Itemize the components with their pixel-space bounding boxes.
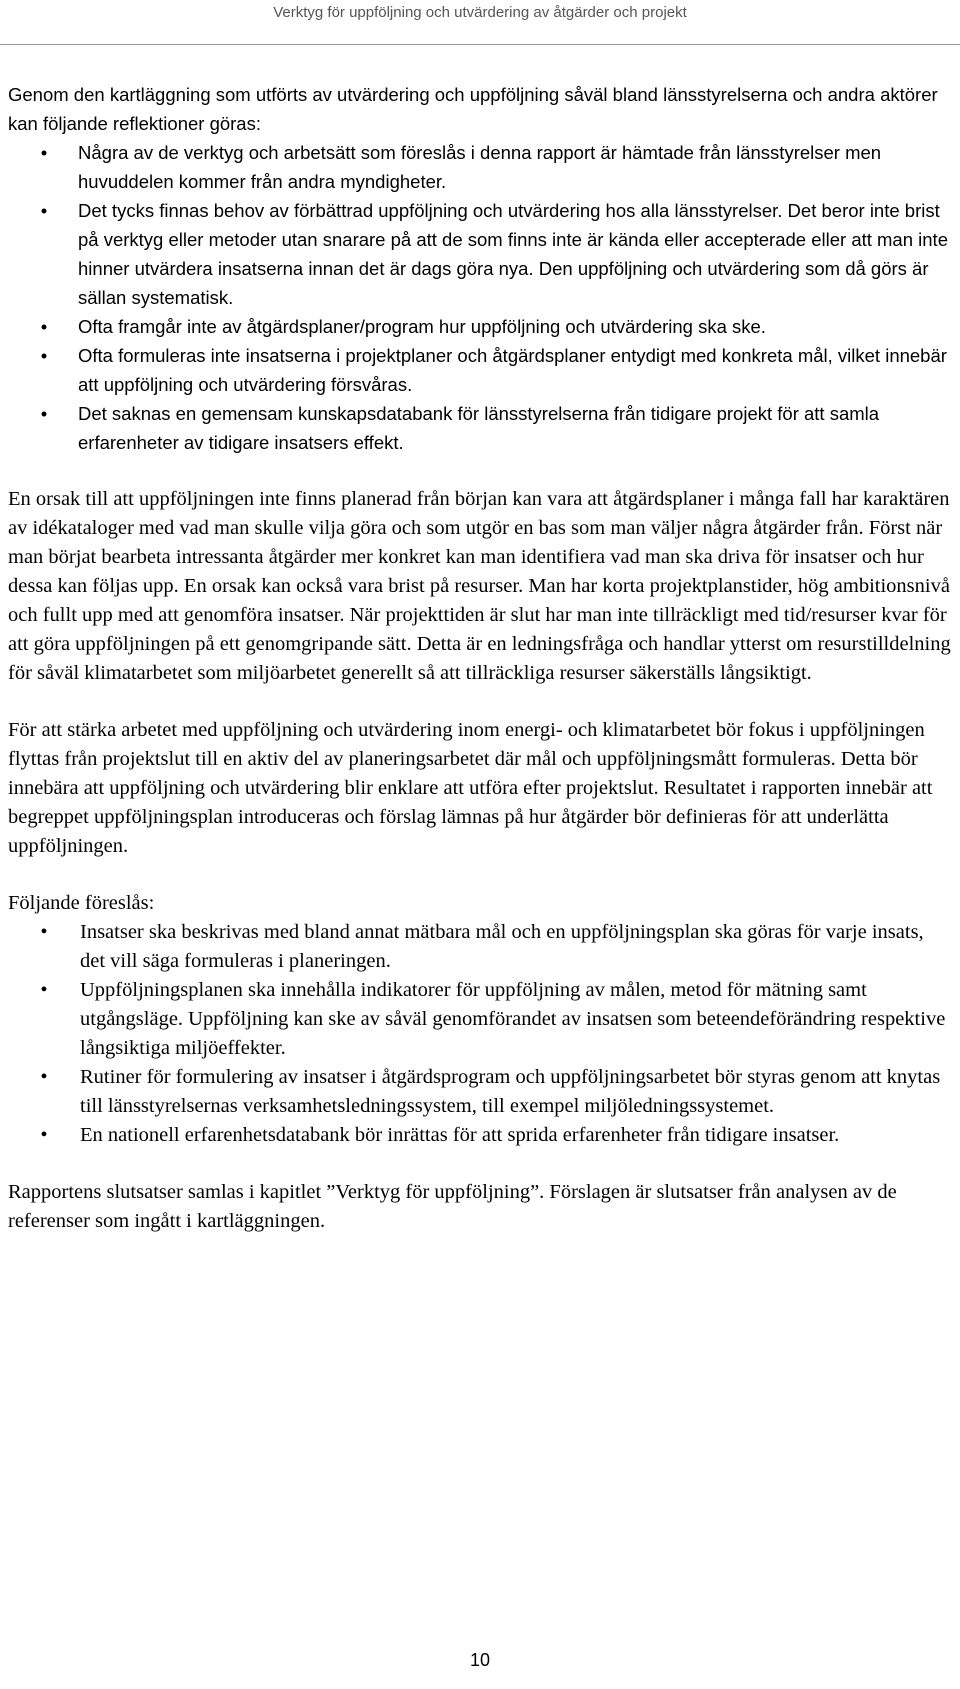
list-item-text: Rutiner för formulering av insatser i åtgärdsprogram och uppföljningsarbetet bör styras genom att knytas till länsstyrelsernas verksamhetsledningssystem, till exempel miljöledningssystemet.: [80, 1066, 941, 1117]
body-text: [8, 80, 953, 1236]
bullet-icon: •: [40, 200, 48, 221]
proposals-list: [8, 918, 953, 1150]
reflections-list: [8, 138, 953, 457]
bullet-icon: •: [40, 403, 48, 424]
conclusion-paragraph: Rapportens slutsatser samlas i kapitlet ”Verktyg för uppföljning”. Förslagen är slutsatser från analysen av de referenser som ingått i kartläggningen.: [8, 1181, 897, 1232]
list-item: [8, 976, 953, 1063]
bullet-icon: •: [40, 345, 48, 366]
list-item-text: En nationell erfarenhetsdatabank bör inrättas för att sprida erfarenheter från tidigare insatser.: [80, 1124, 840, 1146]
bullet-icon: •: [40, 316, 48, 337]
list-item-text: Insatser ska beskrivas med bland annat mätbara mål och en uppföljningsplan ska göras för varje insats, det vill säga formuleras i planeringen.: [80, 921, 924, 972]
list-item-text: Några av de verktyg och arbetsätt som föreslås i denna rapport är hämtade från länsstyrelser men huvuddelen kommer från andra myndigheter.: [78, 142, 882, 192]
paragraph-strengthen: För att stärka arbetet med uppföljning och utvärdering inom energi- och klimatarbetet bör fokus i uppföljningen flyttas från projektslut till en aktiv del av planeringsarbetet där mål och uppföljningsmått formuleras. Detta bör innebära att uppföljning och utvärdering blir enklare att utföra efter projektslut. Resultatet i rapporten innebär att begreppet uppföljningsplan introduceras och förslag lämnas på hur åtgärder bör definieras för att underlätta uppföljningen.: [8, 719, 933, 857]
list-item: [8, 196, 953, 312]
list-item-text: Det saknas en gemensam kunskapsdatabank för länsstyrelserna från tidigare projekt för att samla erfarenheter av tidigare insatsers effekt.: [78, 403, 880, 453]
bullet-icon: •: [40, 979, 48, 1001]
list-item: [8, 399, 953, 457]
bullet-icon: •: [40, 1124, 48, 1146]
list-item-text: Det tycks finnas behov av förbättrad uppföljning och utvärdering hos alla länsstyrelser. Det beror inte brist på verktyg eller metoder utan snarare på att de som finns inte är kända eller accepterade eller att man inte hinner utvärdera insatserna innan det är dags göra nya. Den uppföljning och utvärdering som då görs är sällan systematisk.: [78, 200, 948, 308]
list-item: [8, 918, 953, 976]
bullet-icon: •: [40, 921, 48, 943]
header-divider: [0, 44, 960, 45]
list-item-text: Uppföljningsplanen ska innehålla indikatorer för uppföljning av målen, metod för mätning samt utgångsläge. Uppföljning kan ske av såväl genomförandet av insatsen som beteendeförändring respektive långsiktiga miljöeffekter.: [80, 979, 946, 1059]
list-item: [8, 138, 953, 196]
list-item-text: Ofta framgår inte av åtgärdsplaner/program hur uppföljning och utvärdering ska ske.: [78, 316, 766, 337]
bullet-icon: •: [40, 1066, 48, 1088]
paragraph-resources: En orsak till att uppföljningen inte finns planerad från början kan vara att åtgärdsplaner i många fall har karaktären av idékataloger med vad man skulle vilja göra och som utgör en bas som man väljer några åtgärder från. Först när man börjat bearbeta intressanta åtgärder mer konkret kan man identifiera vad man ska driva för insatser och hur dessa kan följas upp. En orsak kan också vara brist på resurser. Man har korta projektplanstider, hög ambitionsnivå och fullt upp med att genomföra insatser. När projekttiden är slut har man inte tillräckligt med tid/resurser kvar för att göra uppföljningen på ett genomgripande sätt. Detta är en ledningsfråga och handlar ytterst om resurstilldelning för såväl klimatarbetet som miljöarbetet generellt så att tillräckliga resurser säkerställs långsiktigt.: [8, 488, 951, 684]
running-header: Verktyg för uppföljning och utvärdering av åtgärder och projekt: [273, 4, 687, 21]
proposals-heading: Följande föreslås:: [8, 892, 155, 914]
list-item: [8, 341, 953, 399]
list-item: [8, 1063, 953, 1121]
list-item-text: Ofta formuleras inte insatserna i projektplaner och åtgärdsplaner entydigt med konkreta mål, vilket innebär att uppföljning och utvärdering försvåras.: [78, 345, 947, 395]
list-item: [8, 1121, 953, 1150]
bullet-icon: •: [40, 142, 48, 163]
page-number: 10: [469, 1650, 491, 1670]
intro-paragraph: Genom den kartläggning som utförts av utvärdering och uppföljning såväl bland länsstyrelserna och andra aktörer kan följande reflektioner göras:: [8, 84, 938, 134]
list-item: [8, 312, 953, 341]
